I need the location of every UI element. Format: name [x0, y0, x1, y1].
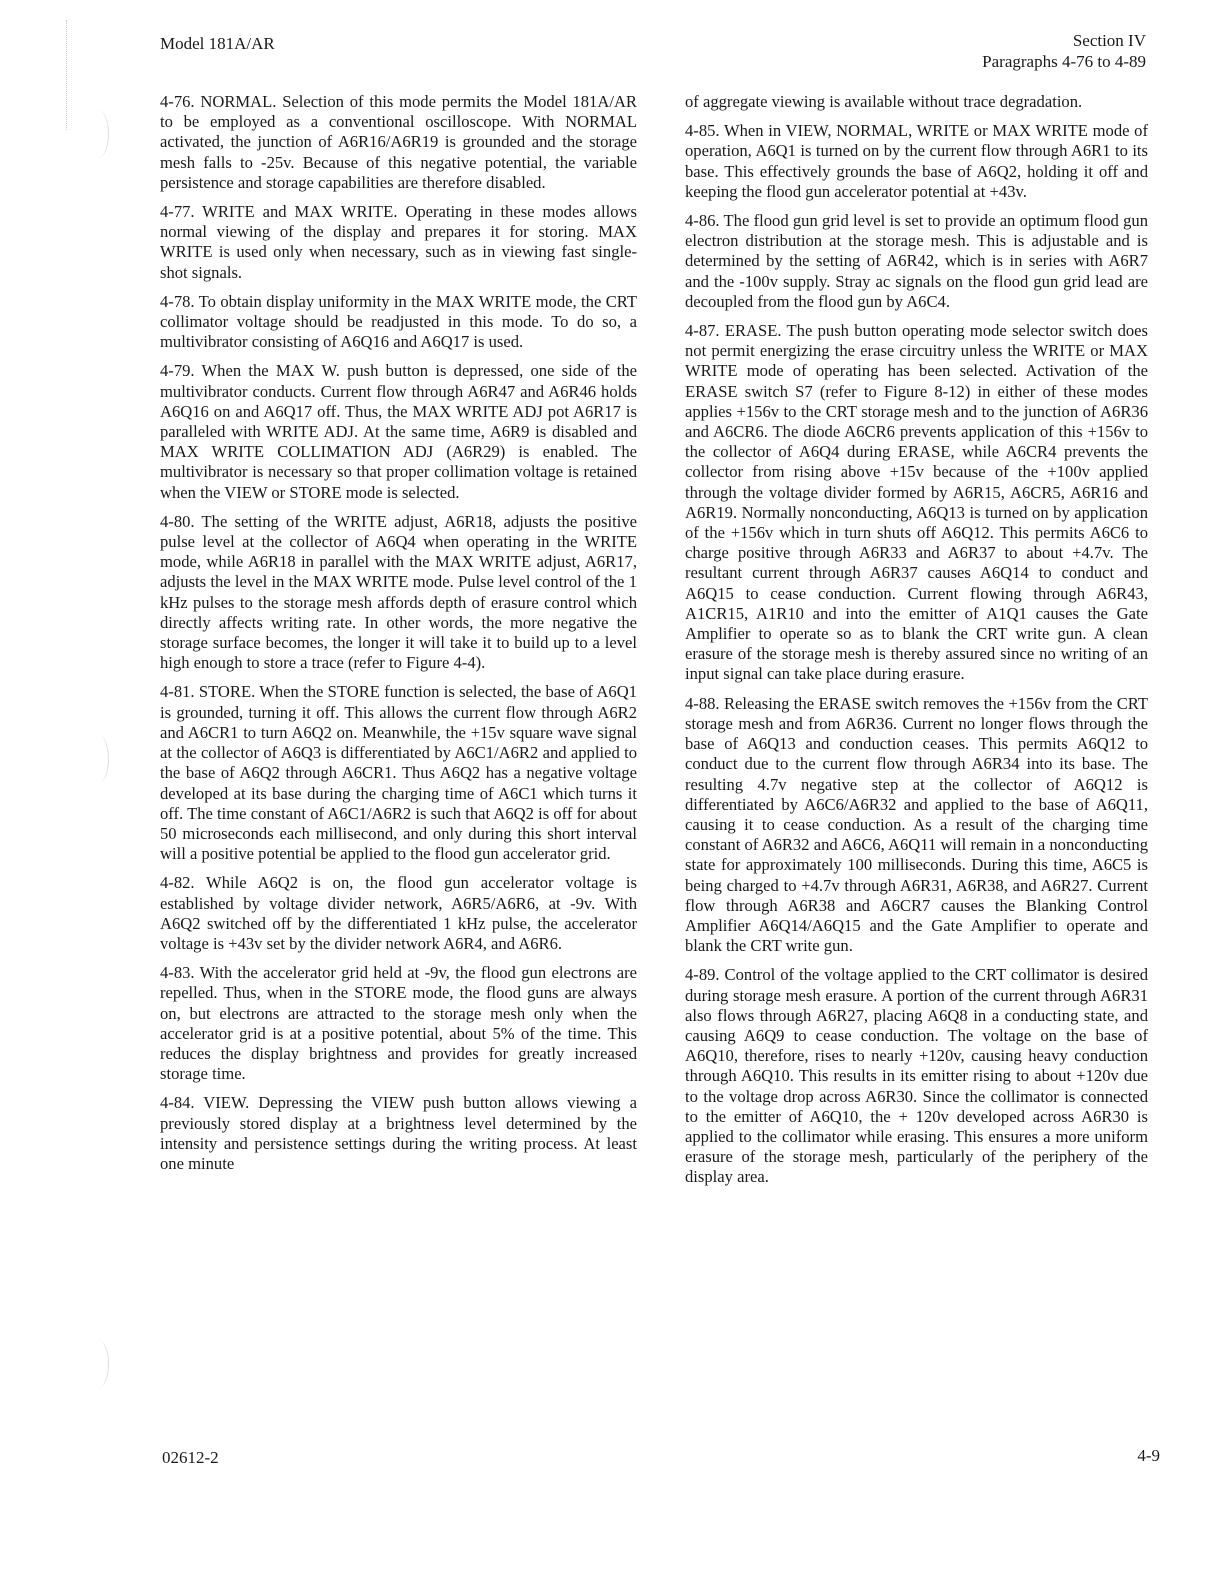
right-text-column	[685, 92, 1148, 1197]
paragraph-4-79: 4-79. When the MAX W. push button is depressed, one side of the multivibrator conducts. Current flow through A6R47 and A6R46 holds A6Q16 on and A6Q17 off. Thus, the MAX WRITE ADJ pot A6R17 is paralleled with WRITE ADJ. At the same time, A6R9 is disabled and MAX WRITE COLLIMATION ADJ (A6R29) is enabled. The multivibrator is necessary so that proper collimation voltage is retained when the VIEW or STORE mode is selected.	[160, 361, 637, 502]
binding-hole-mark	[88, 735, 109, 783]
paragraph-4-87: 4-87. ERASE. The push button operating mode selector switch does not permit energizing the erase circuitry unless the WRITE or MAX WRITE mode of operating has been selected. Activation of the ERASE switch S7 (refer to Figure 8-12) in either of these modes applies +156v to the CRT storage mesh and to the junction of A6R36 and A6CR6. The diode A6CR6 prevents application of this +156v to the collector of A6Q4 during ERASE, while A6CR4 prevents the collector from rising above +15v because of the +100v applied through the voltage divider formed by A6R15, A6CR5, A6R16 and A6R19. Normally nonconducting, A6Q13 is turned on by application of the +156v which in turn shuts off A6Q12. This permits A6C6 to charge positive through A6R33 and A6R37 to about +4.7v. The resultant current through A6R37 causes A6Q14 to conduct and A6Q15 to cease conduction. Current flowing through A6R43, A1CR15, A1R10 and into the emitter of A1Q1 causes the Gate Amplifier to operate so as to blank the CRT write gun. A clean erasure of the storage mesh is thereby assured since no writing of an input signal can take place during erasure.	[685, 321, 1148, 684]
binding-hole-mark	[88, 110, 109, 158]
paragraph-range: Paragraphs 4-76 to 4-89	[982, 52, 1146, 71]
paragraph-4-89: 4-89. Control of the voltage applied to the CRT collimator is desired during storage mesh erasure. A portion of the current through A6R31 also flows through A6R27, placing A6Q8 in a conducting state, and causing A6Q9 to cease conduction. The voltage on the base of A6Q10, therefore, rises to nearly +120v, causing heavy conduction through A6Q10. This results in its emitter rising to about +120v due to the voltage drop across A6R30. Since the collimator is connected to the emitter of A6Q10, the + 120v developed across A6R30 is applied to the collimator while erasing. This ensures a more uniform erasure of the storage mesh, particularly of the periphery of the display area.	[685, 965, 1148, 1187]
document-number: 02612-2	[162, 1448, 219, 1467]
paragraph-4-81: 4-81. STORE. When the STORE function is selected, the base of A6Q1 is grounded, turning it off. This allows the current flow through A6R2 and A6CR1 to turn A6Q2 on. Meanwhile, the +15v square wave signal at the collector of A6Q3 is differentiated by A6C1/A6R2 and applied to the base of A6Q2 through A6CR1. Thus A6Q2 has a negative voltage developed at its base during the charging time of A6C1 which turns it off. The time constant of A6C1/A6R2 is such that A6Q2 is off for about 50 microseconds each millisecond, and only during this short interval will a positive potential be applied to the flood gun accelerator grid.	[160, 682, 637, 864]
paragraph-4-78: 4-78. To obtain display uniformity in the MAX WRITE mode, the CRT collimator voltage should be readjusted in this mode. To do so, a multivibrator consisting of A6Q16 and A6Q17 is used.	[160, 291, 637, 352]
left-text-column	[160, 92, 637, 1183]
paragraph-4-77: 4-77. WRITE and MAX WRITE. Operating in these modes allows normal viewing of the display and prepares it for storing. MAX WRITE is used only when necessary, such as in viewing fast single-shot signals.	[160, 202, 637, 282]
section-label: Section IV	[1072, 31, 1146, 50]
page-header-model: Model 181A/AR	[160, 34, 275, 53]
paragraph-4-86: 4-86. The flood gun grid level is set to provide an optimum flood gun electron distribution at the storage mesh. This is adjustable and is determined by the setting of A6R42, which is in series with A6R7 and the -100v supply. Stray ac signals on the flood gun grid lead are decoupled from the flood gun by A6C4.	[685, 211, 1148, 311]
binding-hole-mark	[88, 1340, 109, 1388]
binding-margin-line	[66, 20, 67, 130]
paragraph-4-76: 4-76. NORMAL. Selection of this mode permits the Model 181A/AR to be employed as a conventional oscilloscope. With NORMAL activated, the junction of A6R16/A6R19 is grounded and the storage mesh falls to -25v. Because of this negative potential, the variable persistence and storage capabilities are therefore disabled.	[160, 92, 637, 192]
paragraph-4-82: 4-82. While A6Q2 is on, the flood gun accelerator voltage is established by voltage divider network, A6R5/A6R6, at -9v. With A6Q2 switched off by the differentiated 1 kHz pulse, the accelerator voltage is +43v set by the divider network A6R4, and A6R6.	[160, 873, 637, 953]
page-header-section-block	[982, 30, 1146, 72]
page-number: 4-9	[1137, 1446, 1160, 1465]
paragraph-4-80: 4-80. The setting of the WRITE adjust, A6R18, adjusts the positive pulse level at the collector of A6Q4 when operating in the WRITE mode, while A6R18 in parallel with the MAX WRITE adjust, A6R17, adjusts the level in the MAX WRITE mode. Pulse level control of the 1 kHz pulses to the storage mesh affords depth of erasure control which directly affects writing rate. In other words, the more negative the storage surface becomes, the longer it will take it to build up to a level high enough to store a trace (refer to Figure 4-4).	[160, 511, 637, 673]
paragraph-4-83: 4-83. With the accelerator grid held at -9v, the flood gun electrons are repelled. Thus, when in the STORE mode, the flood guns are always on, but electrons are attracted to the storage mesh only when the accelerator grid is at a positive potential, about 5% of the time. This reduces the display brightness and provides for greatly increased storage time.	[160, 963, 637, 1084]
paragraph-4-84: 4-84. VIEW. Depressing the VIEW push button allows viewing a previously stored display at a brightness level determined by the intensity and persistence settings during the writing process. At least one minute	[160, 1093, 637, 1173]
paragraph-4-84-continued: of aggregate viewing is available without trace degradation.	[685, 92, 1083, 111]
paragraph-4-88: 4-88. Releasing the ERASE switch removes the +156v from the CRT storage mesh and from A6R36. Current no longer flows through the base of A6Q13 and conduction ceases. This permits A6Q12 to conduct due to the current flow through A6R34 into its base. The resulting 4.7v negative step at the collector of A6Q12 is differentiated by A6C6/A6R32 and applied to the base of A6Q11, causing it to cease conduction. As a result of the charging time constant of A6R32 and A6C6, A6Q11 will remain in a nonconducting state for approximately 100 milliseconds. During this time, A6C5 is being charged to +4.7v through A6R31, A6R38, and A6R27. Current flow through A6R38 and A6CR7 causes the Blanking Control Amplifier A6Q14/A6Q15 and the Gate Amplifier to operate and blank the CRT write gun.	[685, 693, 1148, 956]
paragraph-4-85: 4-85. When in VIEW, NORMAL, WRITE or MAX WRITE mode of operation, A6Q1 is turned on by the current flow through A6R1 to its base. This effectively grounds the base of A6Q2, holding it off and keeping the flood gun accelerator potential at +43v.	[685, 121, 1148, 201]
